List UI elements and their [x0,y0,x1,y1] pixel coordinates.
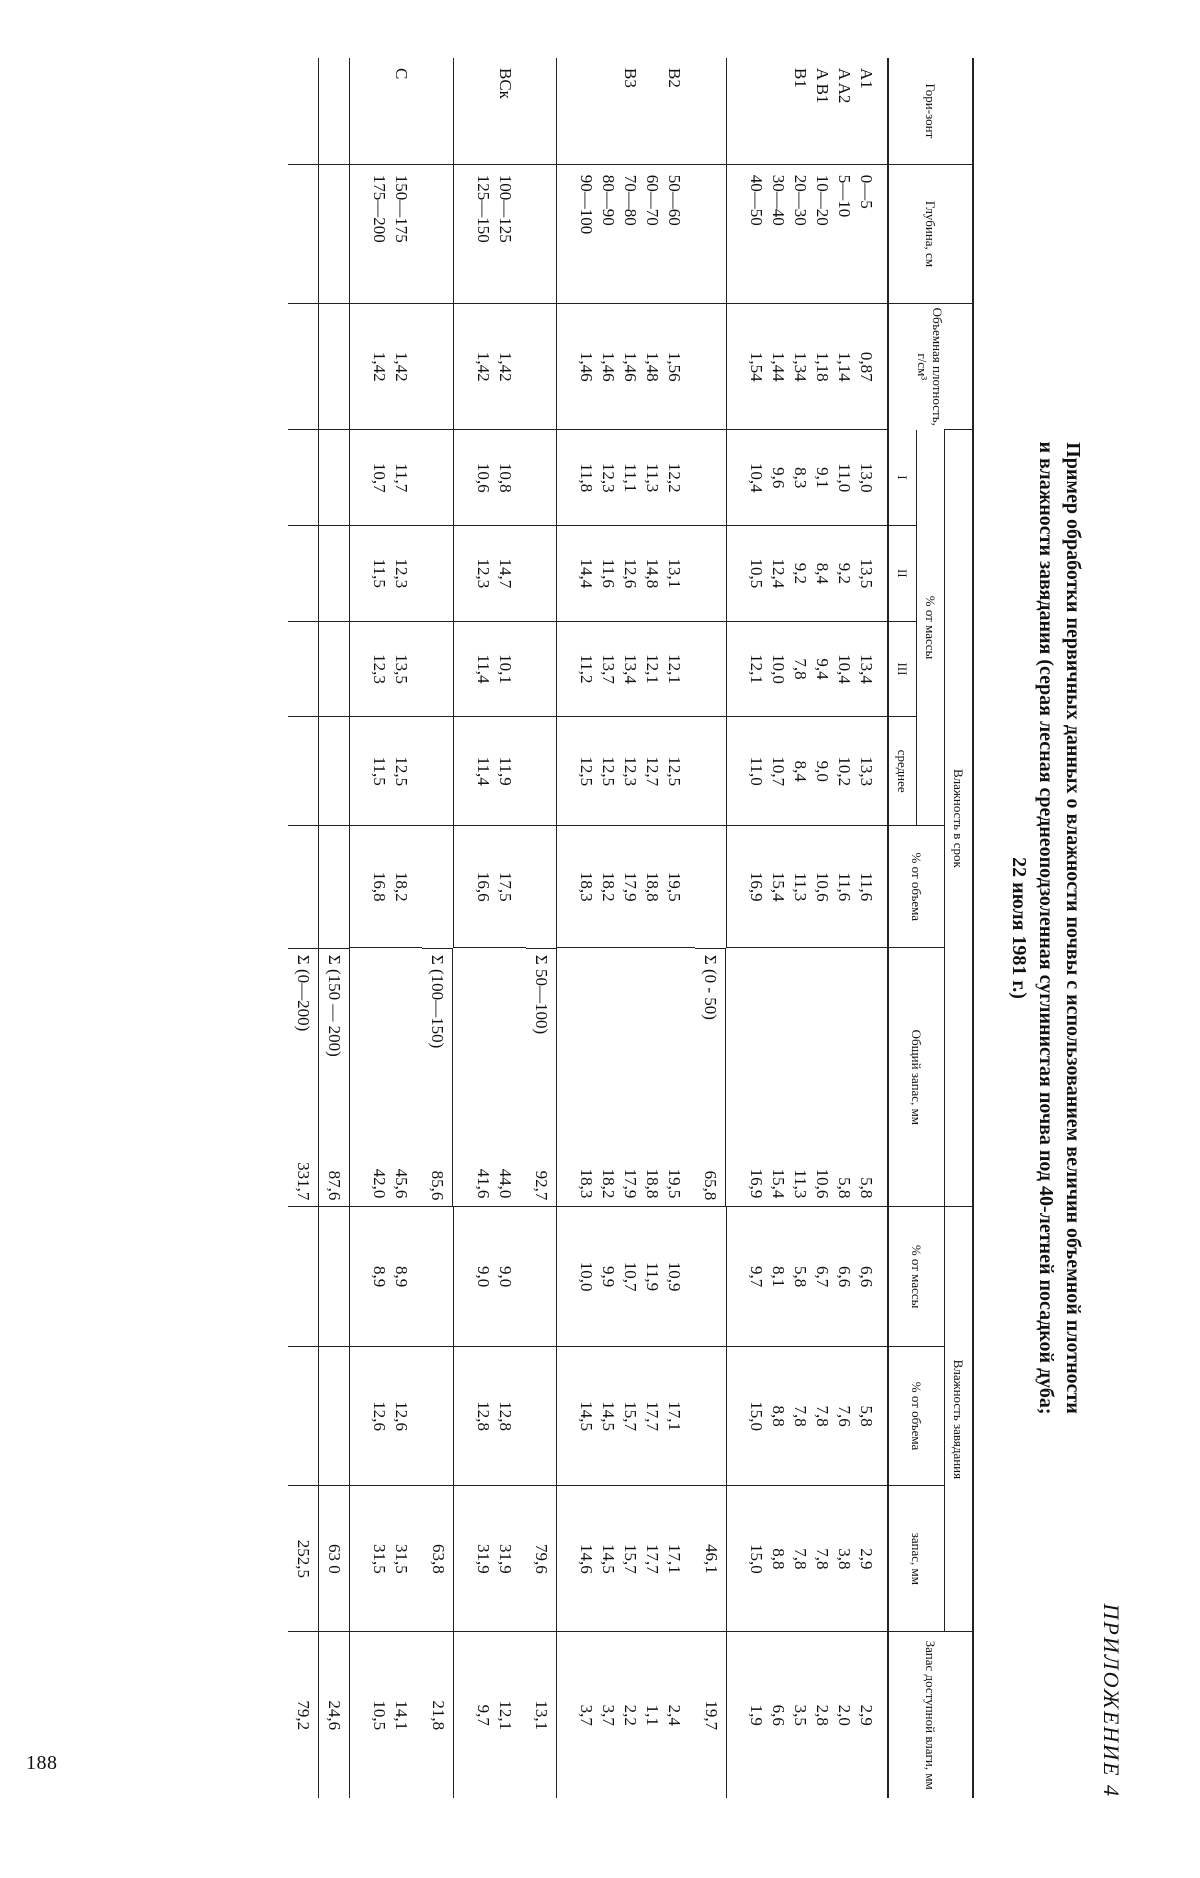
header-rep-1: I [888,430,917,526]
sum-label: Σ (100—150) [428,954,448,1049]
empty-cell [319,430,350,526]
horizon-cell: B2 B3 [621,68,685,88]
total-wilt-store-cell: 252,5 [288,1486,319,1632]
available-cell: 2,9 2,0 2,8 3,5 6,6 1,9 [727,1632,889,1798]
page-number: 188 [26,1752,58,1774]
header-depth: Глубина, см [888,164,973,303]
sum-available-cell: 24,6 [319,1632,350,1798]
empty-cell [423,526,454,622]
empty-cell [423,58,454,164]
header-mean: среднее [888,717,917,826]
empty-cell [526,526,557,622]
density-cell: 1,42 1,42 [350,304,423,430]
header-wilt-store: запас, мм [888,1486,945,1632]
sum-store-value: 87,6 [325,1170,344,1201]
empty-cell [319,621,350,717]
total-store-cell: 45,6 42,0 [350,948,423,1207]
appendix-label: ПРИЛОЖЕНИЕ 4 [1099,1603,1124,1798]
wilt-mass-cell: 8,9 8,9 [350,1207,423,1346]
wilt-mass-cell: 9,0 9,0 [454,1207,527,1346]
sum-row [319,58,350,1798]
mass-rep-3-cell: 12,1 12,1 13,4 13,7 11,2 [557,621,696,717]
sum-store-value: 92,7 [532,1170,551,1201]
header-rep-2: II [888,526,917,622]
empty-cell [288,1346,319,1485]
total-store-cell: 19,5 18,8 17,9 18,2 18,3 [557,948,696,1207]
empty-cell [423,717,454,826]
header-horizon: Гори-зонт [888,58,973,164]
mass-rep-1-cell: 10,8 10,6 [454,430,527,526]
empty-cell [526,1207,557,1346]
vol-pct-cell: 11,6 11,6 10,6 11,3 15,4 16,9 [727,826,889,948]
empty-cell [423,1346,454,1485]
data-table-wrapper [288,58,974,1798]
empty-cell [526,826,557,948]
empty-cell [423,304,454,430]
available-cell: 2,4 1,1 2,2 3,7 3,7 [557,1632,696,1798]
empty-cell [696,430,727,526]
mass-mean-cell: 13,3 10,2 9,0 8,4 10,7 11,0 [727,717,889,826]
depth-cell: 150—175 175—200 [350,164,423,303]
empty-cell [696,826,727,948]
header-wilting-group: Влажность завядания [945,1207,974,1632]
sum-store-value: 85,6 [428,1170,448,1201]
total-label: Σ (0—200) [294,954,313,1032]
wilt-vol-cell: 12,8 12,8 [454,1346,527,1485]
available-cell: 14,1 10,5 [350,1632,423,1798]
table-row [727,58,889,1798]
empty-cell [696,304,727,430]
depth-cell: 50—60 60—70 70—80 80—90 90—100 [557,164,696,303]
sum-store-value: 65,8 [701,1170,721,1201]
horizon-cell: A1 A A2 A B1 B1 [791,68,876,104]
wilt-store-cell: 2,9 3,8 7,8 7,8 8,8 15,0 [727,1486,889,1632]
empty-cell [696,58,727,164]
empty-cell [319,164,350,303]
mass-mean-cell: 12,5 11,5 [350,717,423,826]
table-row [454,58,527,1798]
empty-cell [319,304,350,430]
vol-pct-cell: 17,5 16,6 [454,826,527,948]
empty-cell [526,164,557,303]
empty-cell [423,826,454,948]
empty-cell [423,621,454,717]
empty-cell [423,430,454,526]
empty-cell [288,58,319,164]
mass-rep-1-cell: 11,7 10,7 [350,430,423,526]
header-total-store: Общий запас, мм [888,948,945,1207]
header-wilt-mass: % от массы [888,1207,945,1346]
empty-cell [423,1207,454,1346]
empty-cell [696,621,727,717]
empty-cell [526,58,557,164]
empty-cell [288,526,319,622]
total-store-cell [288,948,319,1207]
sum-row [696,58,727,1798]
mass-rep-1-cell: 12,2 11,3 11,1 12,3 11,8 [557,430,696,526]
sum-label: Σ (150 — 200) [325,954,344,1057]
sum-available-cell: 19,7 [696,1632,727,1798]
mass-rep-3-cell: 13,5 12,3 [350,621,423,717]
mass-rep-2-cell: 12,3 11,5 [350,526,423,622]
header-available: Запас доступной влаги, мм [888,1632,973,1798]
mass-rep-1-cell: 13,0 11,0 9,1 8,3 9,6 10,4 [727,430,889,526]
table-row [557,58,696,1798]
header-rep-3: III [888,621,917,717]
empty-cell [319,826,350,948]
title-line-2: и влажности завядания (серая лесная среднеоподзоленная суглинистая почва под 40-летней посадкой дуба; [1035,441,1057,1415]
empty-cell [288,621,319,717]
rotated-page-content [64,58,1124,1798]
title-line-1: Пример обработки первичных данных о влажности почвы с использованием величин объемной плотности [1062,442,1084,1414]
empty-cell [423,164,454,303]
empty-cell [288,717,319,826]
sum-label: Σ 50—100) [532,954,551,1035]
empty-cell [288,826,319,948]
wilt-mass-cell: 10,9 11,9 10,7 9,9 10,0 [557,1207,696,1346]
sum-wilt-store-cell: 79,6 [526,1486,557,1632]
sum-wilt-store-cell: 63,8 [423,1486,454,1632]
empty-cell [319,717,350,826]
empty-cell [319,1346,350,1485]
mass-rep-3-cell: 13,4 10,4 9,4 7,8 10,0 12,1 [727,621,889,717]
empty-cell [288,430,319,526]
empty-cell [288,304,319,430]
depth-cell: 100—125 125—150 [454,164,527,303]
sum-label: Σ (0 - 50) [701,954,721,1020]
sum-available-cell: 21,8 [423,1632,454,1798]
vol-pct-cell: 19,5 18,8 17,9 18,2 18,3 [557,826,696,948]
horizon-cell: C [392,68,412,80]
sum-wilt-store-cell: 63 0 [319,1486,350,1632]
header-density: Объемная плотность, г/см³ [888,304,973,430]
wilt-store-cell: 17,1 17,7 15,7 14,5 14,6 [557,1486,696,1632]
header-vol-pct: % от объема [888,826,945,948]
sum-wilt-store-cell: 46,1 [696,1486,727,1632]
depth-cell: 0—5 5—10 10—20 20—30 30—40 40—50 [727,164,889,303]
empty-cell [526,1346,557,1485]
mass-mean-cell: 11,9 11,4 [454,717,527,826]
title-line-3: 22 июля 1981 г.) [1008,857,1030,999]
sum-store-cell [526,948,557,1207]
empty-cell [319,58,350,164]
empty-cell [319,1207,350,1346]
empty-cell [696,1346,727,1485]
table-row [350,58,423,1798]
empty-cell [526,430,557,526]
mass-rep-3-cell: 10,1 11,4 [454,621,527,717]
empty-cell [696,717,727,826]
header-mass-group: % от массы [917,430,945,826]
total-available-cell: 79,2 [288,1632,319,1798]
wilt-mass-cell: 6,6 6,6 6,7 5,8 8,1 9,7 [727,1207,889,1346]
total-row [288,58,319,1798]
sum-row [526,58,557,1798]
horizon-cell: BCк [496,68,515,99]
sum-store-cell [319,948,350,1207]
wilt-vol-cell: 5,8 7,6 7,8 7,8 8,8 15,0 [727,1346,889,1485]
available-cell: 12,1 9,7 [454,1632,527,1798]
mass-rep-2-cell: 13,5 9,2 8,4 9,2 12,4 10,5 [727,526,889,622]
sum-store-cell [423,948,454,1207]
empty-cell [288,164,319,303]
wilt-vol-cell: 12,6 12,6 [350,1346,423,1485]
empty-cell [696,164,727,303]
sum-row [423,58,454,1798]
empty-cell [526,304,557,430]
sum-available-cell: 13,1 [526,1632,557,1798]
empty-cell [696,1207,727,1346]
empty-cell [288,1207,319,1346]
wilt-vol-cell: 17,1 17,7 15,7 14,5 14,5 [557,1346,696,1485]
mass-rep-2-cell: 14,7 12,3 [454,526,527,622]
density-cell: 1,42 1,42 [454,304,527,430]
empty-cell [526,621,557,717]
vol-pct-cell: 18,2 16,8 [350,826,423,948]
density-cell: 0,87 1,14 1,18 1,34 1,44 1,54 [727,304,889,430]
mass-mean-cell: 12,5 12,7 12,3 12,5 12,5 [557,717,696,826]
empty-cell [696,526,727,622]
wilt-store-cell: 31,5 31,5 [350,1486,423,1632]
table-title [1005,98,1086,1758]
total-store-cell: 44,0 41,6 [454,948,527,1207]
table-body [288,58,888,1798]
total-store-value: 331,7 [294,1162,313,1201]
total-store-cell: 5,8 5,8 10,6 11,3 15,4 16,9 [727,948,889,1207]
density-cell: 1,56 1,48 1,46 1,46 1,46 [557,304,696,430]
header-wilt-vol: % от объема [888,1346,945,1485]
header-moisture-group: Влажность в срок [945,430,974,1207]
wilt-store-cell: 31,9 31,9 [454,1486,527,1632]
empty-cell [526,717,557,826]
mass-rep-2-cell: 13,1 14,8 12,6 11,6 14,4 [557,526,696,622]
soil-moisture-table [288,58,974,1798]
sum-store-cell [696,948,727,1207]
empty-cell [319,526,350,622]
